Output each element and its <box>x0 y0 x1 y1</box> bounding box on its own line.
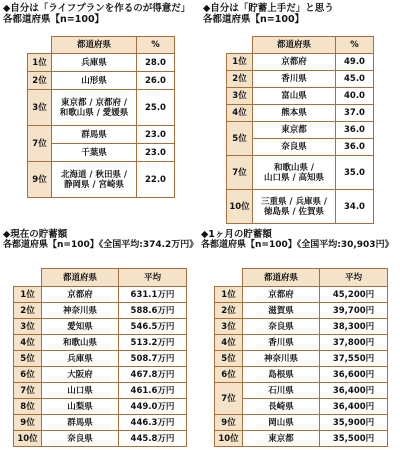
table-row <box>28 72 175 90</box>
value-cell: 39,700円 <box>320 303 388 319</box>
section-title: ◆自分は「ライフプランを作るのが得意だ」 <box>3 3 191 14</box>
table-row <box>28 90 175 126</box>
prefecture-cell: 岡山県 <box>243 415 320 431</box>
section-title: ◆1ヶ月の貯蓄額 <box>201 229 272 240</box>
rank-cell: 7位 <box>28 126 52 162</box>
table-row <box>227 54 374 71</box>
section-planning <box>3 3 198 25</box>
table-row <box>215 367 388 383</box>
value-cell: 513.2万円 <box>119 335 187 351</box>
table-row <box>28 54 175 72</box>
section-subtitle: 各都道府県【n=100】 <box>203 14 305 25</box>
column-header-prefecture: 都道府県 <box>243 269 320 287</box>
prefecture-cell: 熊本県 <box>253 105 336 122</box>
value-cell: 36.0 <box>336 122 374 139</box>
rank-cell: 7位 <box>227 156 253 190</box>
rank-cell: 6位 <box>215 367 243 383</box>
rank-cell: 1位 <box>14 287 42 303</box>
prefecture-cell: 千葉県 <box>52 144 137 162</box>
section-subtitle: 各都道府県【n=100】 <box>3 14 105 25</box>
value-cell: 36,400円 <box>320 383 388 399</box>
table-row <box>14 431 187 447</box>
prefecture-cell: 滋賀県 <box>243 303 320 319</box>
value-cell: 23.0 <box>137 144 175 162</box>
section-subtitle: 各都道府県【n=100】《全国平均:30,903円》 <box>201 240 394 250</box>
column-header-prefecture: 都道府県 <box>253 37 336 54</box>
section-title: ◆現在の貯蓄額 <box>3 229 68 240</box>
rank-cell: 3位 <box>28 90 52 126</box>
prefecture-cell: 北海道 / 秋田県 / 静岡県 / 宮崎県 <box>52 162 137 198</box>
rank-cell: 4位 <box>227 105 253 122</box>
table-corner <box>28 37 52 54</box>
table-row <box>227 71 374 88</box>
rank-cell: 5位 <box>14 351 42 367</box>
prefecture-cell: 三重県 / 兵庫県 / 徳島県 / 佐賀県 <box>253 190 336 224</box>
prefecture-cell: 奈良県 <box>253 139 336 156</box>
rank-cell: 5位 <box>215 351 243 367</box>
table-row <box>227 88 374 105</box>
table-corner <box>14 269 42 287</box>
section-current-savings <box>3 229 201 251</box>
column-header-value: 平均 <box>119 269 187 287</box>
prefecture-cell: 香川県 <box>253 71 336 88</box>
rank-cell: 1位 <box>215 287 243 303</box>
prefecture-cell: 石川県 <box>243 383 320 399</box>
prefecture-cell: 愛知県 <box>42 319 119 335</box>
prefecture-cell: 島根県 <box>243 367 320 383</box>
value-cell: 28.0 <box>137 54 175 72</box>
ranking-table-saving-skill <box>226 36 374 224</box>
value-cell: 36,400円 <box>320 399 388 415</box>
section-subtitle: 各都道府県【n=100】《全国平均:374.2万円》 <box>3 240 199 250</box>
prefecture-cell: 神奈川県 <box>42 303 119 319</box>
table-row <box>215 431 388 447</box>
column-header-value: % <box>336 37 374 54</box>
prefecture-cell: 京都府 <box>253 54 336 71</box>
rank-cell: 3位 <box>215 319 243 335</box>
value-cell: 36,600円 <box>320 367 388 383</box>
rank-cell: 9位 <box>28 162 52 198</box>
value-cell: 508.7万円 <box>119 351 187 367</box>
table-row <box>14 415 187 431</box>
table-row <box>227 190 374 224</box>
table-row <box>14 335 187 351</box>
prefecture-cell: 兵庫県 <box>42 351 119 367</box>
table-row <box>14 367 187 383</box>
table-row <box>28 162 175 198</box>
rank-cell: 2位 <box>227 71 253 88</box>
prefecture-cell: 京都府 <box>42 287 119 303</box>
value-cell: 40.0 <box>336 88 374 105</box>
value-cell: 23.0 <box>137 126 175 144</box>
prefecture-cell: 山梨県 <box>42 399 119 415</box>
prefecture-cell: 東京都 <box>253 122 336 139</box>
section-monthly-savings <box>201 229 399 251</box>
prefecture-cell: 兵庫県 <box>52 54 137 72</box>
value-cell: 546.5万円 <box>119 319 187 335</box>
prefecture-cell: 京都府 <box>243 287 320 303</box>
value-cell: 34.0 <box>336 190 374 224</box>
table-row <box>215 303 388 319</box>
table-row <box>28 126 175 144</box>
table-row <box>227 122 374 139</box>
prefecture-cell: 東京都 / 京都府 / 和歌山県 / 愛媛県 <box>52 90 137 126</box>
rank-cell: 9位 <box>215 415 243 431</box>
prefecture-cell: 長崎県 <box>243 399 320 415</box>
table-row <box>227 105 374 122</box>
prefecture-cell: 神奈川県 <box>243 351 320 367</box>
column-header-value: 平均 <box>320 269 388 287</box>
section-saving-skill <box>203 3 398 25</box>
rank-cell: 3位 <box>227 88 253 105</box>
table-row <box>227 156 374 190</box>
value-cell: 45,200円 <box>320 287 388 303</box>
rank-cell: 8位 <box>14 399 42 415</box>
value-cell: 467.8万円 <box>119 367 187 383</box>
ranking-table-current-savings <box>13 268 187 447</box>
table-row <box>215 335 388 351</box>
column-header-value: % <box>137 37 175 54</box>
rank-cell: 7位 <box>215 383 243 415</box>
value-cell: 37,800円 <box>320 335 388 351</box>
rank-cell: 1位 <box>28 54 52 72</box>
table-row <box>215 415 388 431</box>
value-cell: 35,500円 <box>320 431 388 447</box>
value-cell: 49.0 <box>336 54 374 71</box>
table-row <box>215 383 388 399</box>
prefecture-cell: 東京都 <box>243 431 320 447</box>
rank-cell: 3位 <box>14 319 42 335</box>
rank-cell: 1位 <box>227 54 253 71</box>
value-cell: 461.6万円 <box>119 383 187 399</box>
table-row <box>215 287 388 303</box>
prefecture-cell: 富山県 <box>253 88 336 105</box>
value-cell: 446.3万円 <box>119 415 187 431</box>
value-cell: 22.0 <box>137 162 175 198</box>
prefecture-cell: 群馬県 <box>42 415 119 431</box>
table-row <box>215 319 388 335</box>
prefecture-cell: 群馬県 <box>52 126 137 144</box>
value-cell: 45.0 <box>336 71 374 88</box>
table-corner <box>215 269 243 287</box>
prefecture-cell: 奈良県 <box>243 319 320 335</box>
table-row <box>14 319 187 335</box>
value-cell: 38,300円 <box>320 319 388 335</box>
prefecture-cell: 奈良県 <box>42 431 119 447</box>
prefecture-cell: 和歌山県 / 山口県 / 高知県 <box>253 156 336 190</box>
table-corner <box>227 37 253 54</box>
rank-cell: 2位 <box>215 303 243 319</box>
value-cell: 25.0 <box>137 90 175 126</box>
ranking-table-monthly-savings <box>214 268 388 447</box>
section-title: ◆自分は「貯蓄上手だ」と思う <box>203 3 334 14</box>
prefecture-cell: 和歌山県 <box>42 335 119 351</box>
column-header-prefecture: 都道府県 <box>42 269 119 287</box>
value-cell: 631.1万円 <box>119 287 187 303</box>
rank-cell: 5位 <box>227 122 253 156</box>
rank-cell: 9位 <box>14 415 42 431</box>
rank-cell: 2位 <box>14 303 42 319</box>
rank-cell: 10位 <box>215 431 243 447</box>
rank-cell: 7位 <box>14 383 42 399</box>
ranking-table-planning <box>27 36 175 198</box>
table-row <box>14 399 187 415</box>
rank-cell: 10位 <box>14 431 42 447</box>
value-cell: 35.0 <box>336 156 374 190</box>
value-cell: 36.0 <box>336 139 374 156</box>
value-cell: 588.6万円 <box>119 303 187 319</box>
table-row <box>14 351 187 367</box>
table-row <box>14 383 187 399</box>
value-cell: 449.0万円 <box>119 399 187 415</box>
value-cell: 445.8万円 <box>119 431 187 447</box>
value-cell: 37,550円 <box>320 351 388 367</box>
column-header-prefecture: 都道府県 <box>52 37 137 54</box>
prefecture-cell: 山形県 <box>52 72 137 90</box>
table-row <box>14 287 187 303</box>
rank-cell: 2位 <box>28 72 52 90</box>
prefecture-cell: 大阪府 <box>42 367 119 383</box>
table-row <box>14 303 187 319</box>
rank-cell: 4位 <box>215 335 243 351</box>
rank-cell: 10位 <box>227 190 253 224</box>
value-cell: 35,900円 <box>320 415 388 431</box>
value-cell: 37.0 <box>336 105 374 122</box>
prefecture-cell: 山口県 <box>42 383 119 399</box>
table-row <box>215 351 388 367</box>
rank-cell: 6位 <box>14 367 42 383</box>
prefecture-cell: 香川県 <box>243 335 320 351</box>
value-cell: 26.0 <box>137 72 175 90</box>
rank-cell: 4位 <box>14 335 42 351</box>
